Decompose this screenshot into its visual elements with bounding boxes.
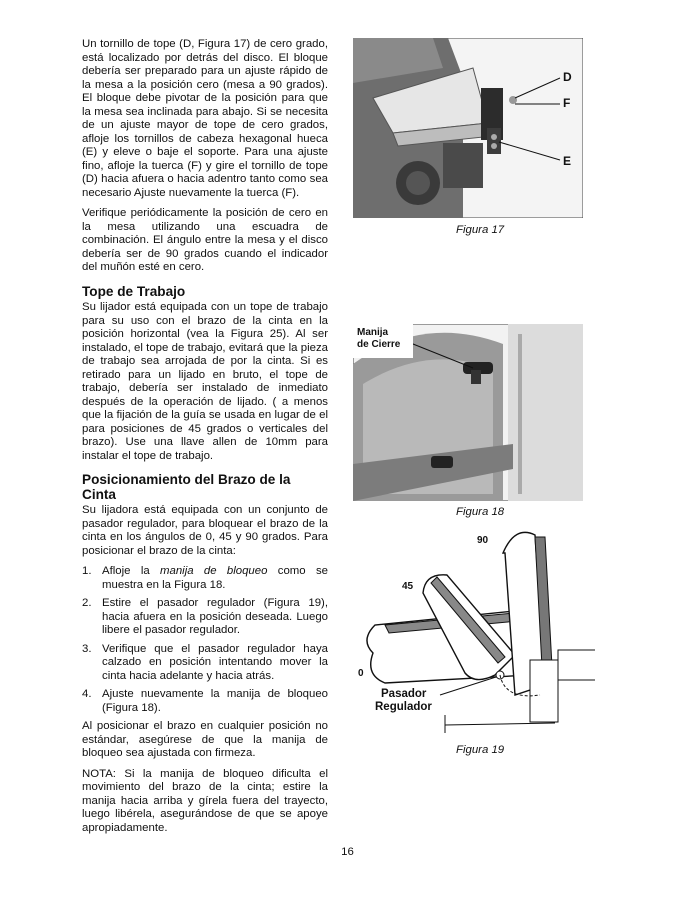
figure-18-caption: Figura 18 bbox=[456, 506, 505, 518]
angle-0-label: 0 bbox=[358, 668, 364, 679]
step-item: 3. Verifique que el pasador regulador haya calzado en posición intentando mover la cinta hacia adelante y hacia atrás. bbox=[82, 642, 328, 682]
label-d: D bbox=[563, 70, 572, 84]
label-lock-handle-line2: de Cierre bbox=[357, 339, 401, 350]
label-index-pin-line1: Pasador bbox=[381, 688, 427, 700]
label-f: F bbox=[563, 96, 571, 110]
step-item: 4. Ajuste nuevamente la manija de bloqueo (Figura 18). bbox=[82, 688, 328, 714]
label-index-pin-line2: Regulador bbox=[375, 701, 432, 713]
text-column bbox=[82, 38, 328, 842]
paragraph-note: NOTA: Si la manija de bloqueo dificulta el movimiento del brazo de la cinta; estire la manija hacia arriba y gírela fuera del trayecto, luego libérela, asegurándose de que se apoye apropiadamente. bbox=[82, 767, 328, 834]
label-e: E bbox=[563, 154, 572, 168]
heading-belt-arm-positioning: Posicionamiento del Brazo de la Cinta bbox=[82, 472, 291, 502]
step-item: 2. Estire el pasador regulador (Figura 19), hacia afuera en la posición deseada. Luego libere el pasador regulador. bbox=[82, 597, 328, 636]
angle-90-label: 90 bbox=[477, 535, 489, 546]
paragraph-verify-zero: Verifique periódicamente la posición de cero en la mesa utilizando una escuadra de combinación. El ángulo entre la mesa y el disco debería ser de 90 grados cuando el indicador del muñón esté en cero. bbox=[82, 207, 328, 273]
label-lock-handle-line1: Manija bbox=[357, 327, 389, 338]
figure-19-drawing bbox=[355, 525, 595, 740]
heading-work-stop: Tope de Trabajo bbox=[82, 283, 186, 299]
page-number: 16 bbox=[341, 846, 354, 858]
paragraph-zero-stop: Un tornillo de tope (D, Figura 17) de cero grado, está localizado por detrás del disco. El bloque debería ser preparado para un ajuste rápido de la mesa a la posición cero (mesa a 90 grados). El bloque debe pivotar de la posición para que la mesa sea inclinada para abajo. Si se necesita de un ajuste mayor de tope de cero grados, afloje los tornillos de cabeza hexagonal hueca (E) y eleve o baje el soporte. Para una ajuste fino, afloje la tuerca (F) y gire el tornillo de tope (D) hacia afuera o hacia adentro tanto como sea necesario Ajuste nuevamente la tuerca (F). bbox=[82, 38, 328, 199]
step-item: 1. Afloje la manija de bloqueo como se muestra en la Figura 18. bbox=[82, 565, 328, 591]
figure-18-photo bbox=[353, 324, 583, 501]
figure-17-caption: Figura 17 bbox=[456, 224, 505, 236]
paragraph-belt-arm-intro: Su lijadora está equipada con un conjunto de pasador regulador, para bloquear el brazo de la cinta en los ángulos de 0, 45 y 90 grados. Para posicionar el brazo de la cinta: bbox=[82, 504, 328, 557]
paragraph-nonstandard: Al posicionar el brazo en cualquier posición no estándar, asegúrese de que la manija de bloqueo sea ajustada con firmeza. bbox=[82, 720, 328, 759]
steps-list bbox=[82, 565, 328, 715]
figure-19-caption: Figura 19 bbox=[456, 744, 505, 756]
figure-17-photo bbox=[353, 38, 583, 218]
angle-45-label: 45 bbox=[402, 581, 414, 592]
paragraph-work-stop: Su lijador está equipada con un tope de trabajo para su uso con el brazo de la cinta en la posición horizontal (vea la Figura 25). Al ser instalado, el tope de trabajo, evitará que la pieza de trabajo sea arrojada de por la cinta. Si es retirado para un lijado en bruto, el tope de trabajo, debería ser instalado de inmediato después de la operación de lijado. ( a menos que la fijación de la guía se usada en lugar de el para posiciones de 45 grados o verticales del brazo). Use una llave allen de 10mm para instalar el tope de trabajo. bbox=[82, 301, 328, 462]
